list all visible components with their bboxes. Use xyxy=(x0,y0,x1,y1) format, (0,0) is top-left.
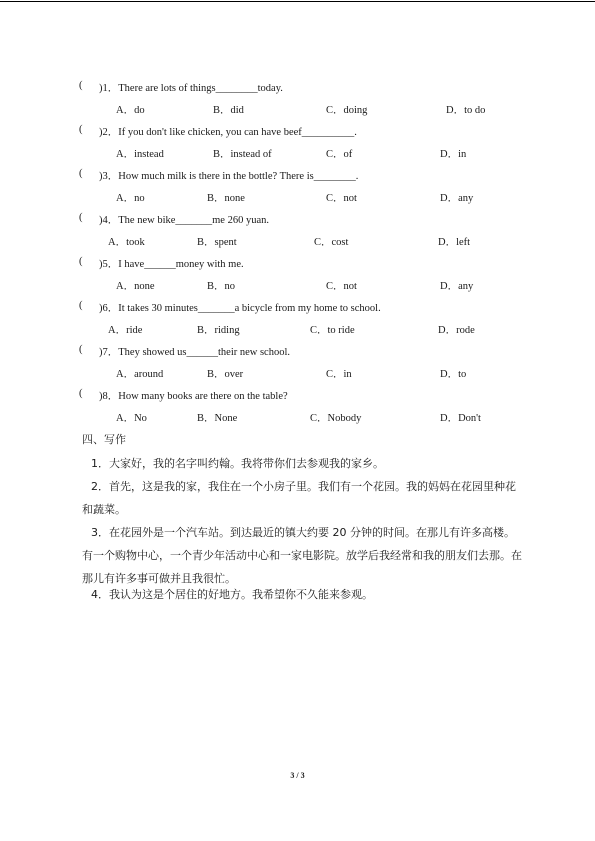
option-c: C．Nobody xyxy=(310,413,362,424)
answer-paren: ( xyxy=(79,300,83,311)
options-row xyxy=(0,234,595,254)
options-row xyxy=(0,190,595,210)
paragraph-4-line-1: 4．我认为这是个居住的好地方。我希望你不久能来参观。 xyxy=(91,588,373,601)
option-c: C．cost xyxy=(314,237,349,248)
option-d: D．left xyxy=(438,237,471,248)
question-stem: )4．The new bike_______me 260 yuan. xyxy=(99,215,270,226)
section-title: 四、写作 xyxy=(82,433,126,446)
option-b: B．over xyxy=(207,369,244,380)
answer-paren: ( xyxy=(79,344,83,355)
option-c: C．not xyxy=(326,193,357,204)
paragraph-2-line-1: 2．首先，这是我的家，我住在一个小房子里。我们有一个花园。我的妈妈在花园里种花 xyxy=(91,480,516,493)
option-d: D．to do xyxy=(446,105,486,116)
option-d: D．any xyxy=(440,193,474,204)
options-row xyxy=(0,278,595,298)
paragraph-3-line-1: 3．在花园外是一个汽车站。到达最近的镇大约要 20 分钟的时间。在那儿有许多高楼。 xyxy=(91,526,515,539)
option-c: C．in xyxy=(326,369,352,380)
options-row xyxy=(0,146,595,166)
question-5 xyxy=(0,256,595,276)
answer-paren: ( xyxy=(79,212,83,223)
option-a: A．no xyxy=(116,193,145,204)
top-rule xyxy=(0,1,595,2)
option-b: B．spent xyxy=(197,237,237,248)
option-c: C．doing xyxy=(326,105,368,116)
question-4 xyxy=(0,212,595,232)
answer-paren: ( xyxy=(79,388,83,399)
option-d: D．any xyxy=(440,281,474,292)
page-number: 3 / 3 xyxy=(290,771,305,780)
option-c: C．of xyxy=(326,149,353,160)
question-2 xyxy=(0,124,595,144)
question-stem: )8．How many books are there on the table? xyxy=(99,391,288,402)
option-a: A．around xyxy=(116,369,164,380)
answer-paren: ( xyxy=(79,80,83,91)
paragraph-3-line-2: 有一个购物中心，一个青少年活动中心和一家电影院。放学后我经常和我的朋友们去那。在 xyxy=(82,549,522,562)
question-6 xyxy=(0,300,595,320)
options-row xyxy=(0,102,595,122)
answer-paren: ( xyxy=(79,168,83,179)
option-b: B．did xyxy=(213,105,244,116)
option-b: B．no xyxy=(207,281,236,292)
option-a: A．No xyxy=(116,413,147,424)
option-d: D．in xyxy=(440,149,467,160)
option-d: D．Don't xyxy=(440,413,481,424)
option-d: D．to xyxy=(440,369,467,380)
answer-paren: ( xyxy=(79,256,83,267)
option-a: A．none xyxy=(116,281,155,292)
option-b: B．instead of xyxy=(213,149,272,160)
option-a: A．took xyxy=(108,237,145,248)
question-7 xyxy=(0,344,595,364)
option-c: C．not xyxy=(326,281,357,292)
option-b: B．None xyxy=(197,413,238,424)
question-1 xyxy=(0,80,595,100)
question-stem: )7．They showed us______their new school. xyxy=(99,347,291,358)
question-stem: )1．There are lots of things________today. xyxy=(99,83,283,94)
question-stem: )5．I have______money with me. xyxy=(99,259,244,270)
option-b: B．riding xyxy=(197,325,240,336)
option-a: A．do xyxy=(116,105,145,116)
options-row xyxy=(0,366,595,386)
options-row xyxy=(0,322,595,342)
option-d: D．rode xyxy=(438,325,475,336)
option-a: A．instead xyxy=(116,149,164,160)
option-c: C．to ride xyxy=(310,325,355,336)
question-stem: )3．How much milk is there in the bottle? There is________. xyxy=(99,171,359,182)
paragraph-1-line-1: 1．大家好，我的名字叫约翰。我将带你们去参观我的家乡。 xyxy=(91,457,384,470)
question-stem: )2．If you don't like chicken, you can have beef__________. xyxy=(99,127,357,138)
options-row xyxy=(0,410,595,430)
question-3 xyxy=(0,168,595,188)
paragraph-3-line-3: 那儿有许多事可做并且我很忙。 xyxy=(82,572,236,585)
answer-paren: ( xyxy=(79,124,83,135)
question-8 xyxy=(0,388,595,408)
option-a: A．ride xyxy=(108,325,143,336)
paragraph-2-line-2: 和蔬菜。 xyxy=(82,503,126,516)
question-stem: )6．It takes 30 minutes_______a bicycle from my home to school. xyxy=(99,303,381,314)
option-b: B．none xyxy=(207,193,245,204)
